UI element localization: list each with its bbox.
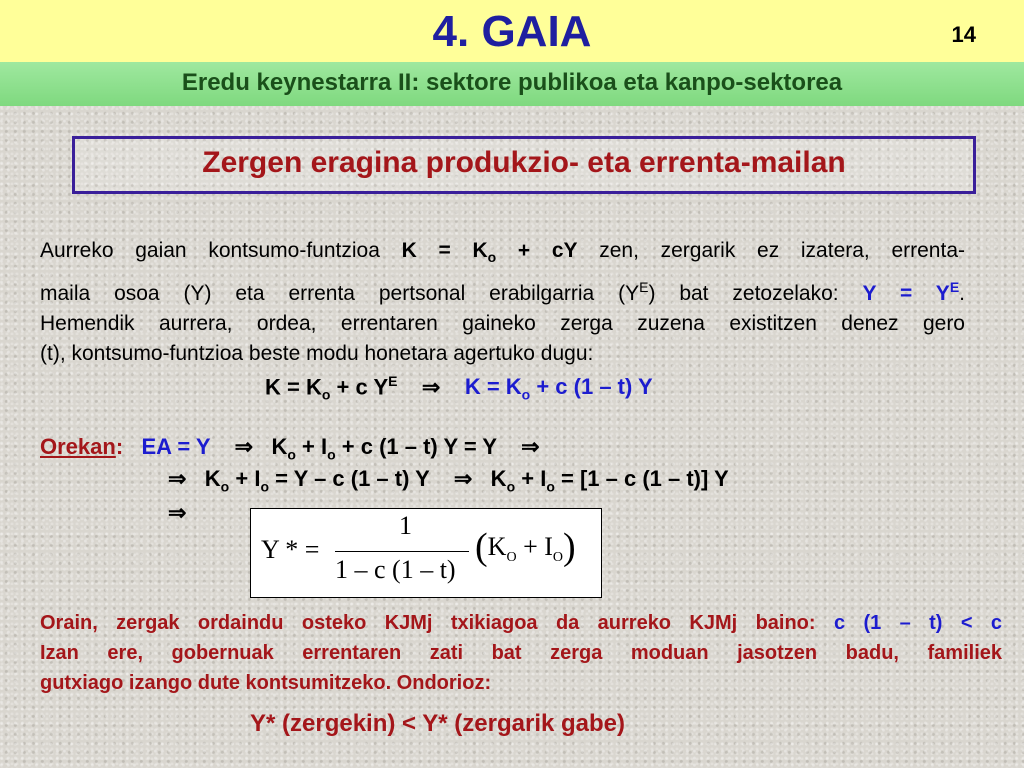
eq-text: K — [204, 466, 221, 491]
conclusion-line-2: Izan ere, gobernuak errentaren zati bat zerga moduan jasotzen badu, familiek — [40, 642, 1002, 664]
section-title: Zergen eragina produkzio- eta errenta-mailan — [202, 146, 846, 179]
eq-text: I — [320, 434, 328, 459]
conclusion-paragraph — [40, 608, 1002, 698]
conclusion-line-1 — [40, 608, 1002, 638]
ea-equation: EA = Y — [141, 434, 211, 459]
eq-text: + — [295, 434, 321, 459]
orekan-label: Orekan — [40, 434, 116, 459]
conclusion-text: Orain, zergak ordaindu osteko KJMj txikiagoa da aurreko KJMj baino: — [40, 612, 834, 634]
formula-denominator: 1 – c (1 – t) — [335, 555, 456, 584]
paren-open: ( — [475, 526, 488, 568]
equilibrium-formula — [250, 508, 602, 598]
eq-text: + — [515, 466, 541, 491]
sup: E — [388, 373, 398, 389]
equilibrium-line-3 — [168, 500, 186, 526]
sub: O — [506, 550, 517, 566]
equilibrium-line-2 — [168, 466, 729, 494]
eq-text: + c (1 – t) Y = Y — [335, 434, 497, 459]
eq-text: K — [271, 434, 288, 459]
formula-numerator: 1 — [399, 511, 412, 540]
eq-text: I — [254, 466, 261, 491]
sup: E — [639, 279, 649, 296]
colon: : — [115, 434, 124, 459]
section-title-box — [72, 136, 976, 194]
intro-text: . — [959, 282, 965, 306]
eq-text: K = K — [464, 374, 522, 400]
eq-text: + — [229, 466, 255, 491]
mpc-comparison: c (1 – t) < c — [833, 612, 1003, 634]
fraction-bar — [335, 551, 469, 552]
intro-line-3: Hemendik aurrera, ordea, errentaren gaineko zerga zuzena existitzen denez gero — [40, 312, 965, 336]
intro-line-4: (t), kontsumo-funtzioa beste modu honetara agertuko dugu: — [40, 342, 594, 366]
sub: o — [506, 478, 516, 495]
eq-text: + c Y — [330, 374, 389, 400]
eq-text: I — [540, 466, 547, 491]
sub: o — [327, 446, 336, 463]
intro-text: maila osoa (Y) eta errenta pertsonal erabilgarria (Y — [40, 282, 640, 306]
implies-arrow: ⇒ — [421, 374, 441, 400]
equilibrium-line — [40, 434, 540, 462]
formula-lhs: Y * = — [261, 535, 320, 564]
intro-text: Aurreko gaian kontsumo-funtzioa — [40, 239, 402, 262]
implies-arrow: ⇒ — [234, 434, 254, 459]
eq-text: + c (1 – t) Y — [530, 374, 653, 400]
sub: O — [552, 550, 564, 566]
eq-text: K = K — [265, 374, 322, 400]
eq-text: K — [490, 466, 507, 491]
slide-title: 4. GAIA — [432, 7, 592, 56]
implies-arrow: ⇒ — [521, 434, 540, 459]
formula-cy: + cY — [496, 239, 578, 262]
sup: E — [949, 279, 960, 296]
paren-close: ) — [563, 526, 576, 568]
sub: o — [521, 386, 531, 403]
subtitle-bar — [0, 62, 1024, 106]
sub: o — [546, 478, 555, 495]
implies-arrow: ⇒ — [168, 500, 187, 525]
sub: o — [220, 478, 230, 495]
implies-arrow: ⇒ — [168, 466, 187, 491]
sub: o — [487, 249, 497, 266]
consumption-equation — [265, 373, 653, 403]
sub: o — [287, 446, 296, 463]
page-number: 14 — [951, 22, 976, 47]
formula-i: + I — [516, 532, 553, 561]
formula-autonomous — [475, 525, 576, 569]
intro-paragraph — [40, 236, 965, 369]
intro-line-2 — [40, 272, 965, 309]
formula-y: Y = Y — [862, 282, 950, 306]
intro-text: zen, zergarik ez izatera, errenta- — [577, 239, 965, 262]
intro-text: ) bat zetozelako: — [648, 282, 863, 306]
eq-text: = [1 – c (1 – t)] Y — [554, 466, 729, 491]
final-result: Y* (zergekin) < Y* (zergarik gabe) — [250, 710, 626, 737]
title-bar — [0, 0, 1024, 62]
formula-k: K = K — [401, 239, 488, 262]
eq-text: = Y – c (1 – t) Y — [269, 466, 430, 491]
intro-line-1 — [40, 236, 965, 272]
sub: o — [321, 386, 331, 403]
formula-k: K — [487, 532, 507, 561]
conclusion-line-3: gutxiago izango dute kontsumitzeko. Ondorioz: — [40, 672, 492, 694]
sub: o — [260, 478, 269, 495]
slide-subtitle: Eredu keynestarra II: sektore publikoa eta kanpo-sektorea — [181, 69, 843, 96]
implies-arrow: ⇒ — [453, 466, 473, 491]
